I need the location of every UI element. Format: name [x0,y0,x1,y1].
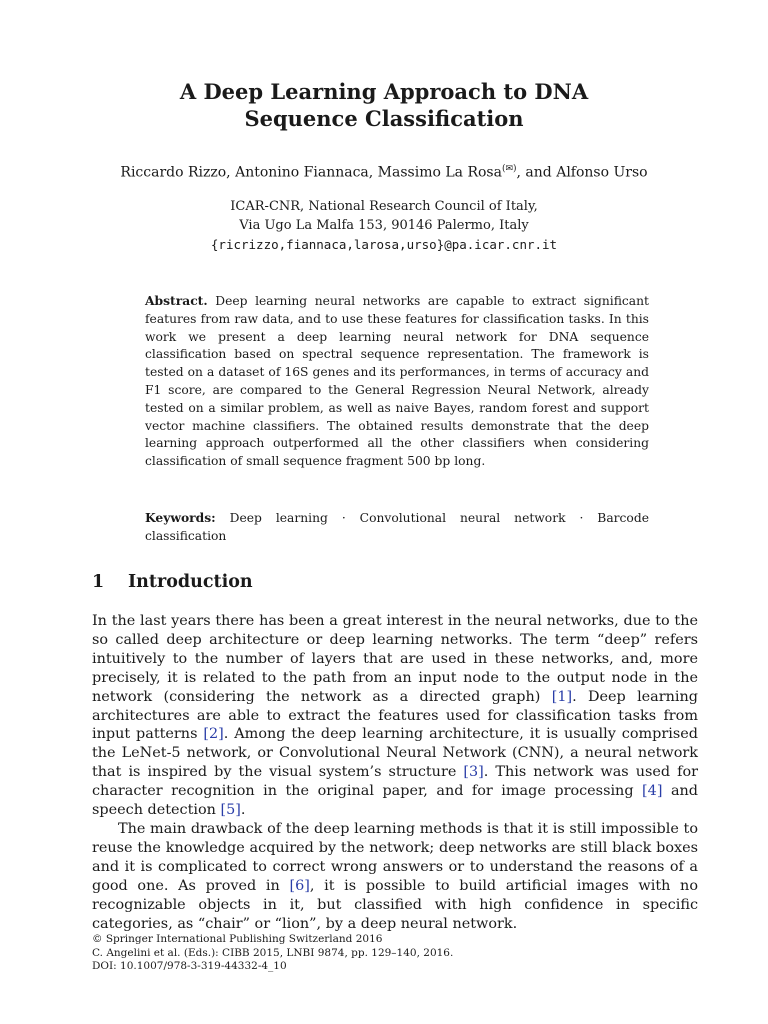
keywords-text: Deep learning · Convolutional neural network · Barcode classification [145,511,649,543]
section-number: 1 [92,572,105,592]
paragraph-1 [92,612,698,820]
paper-title [0,78,768,132]
keywords-label: Keywords: [145,510,216,525]
paragraph-2-text-b: , it is possible to build artificial images with no recognizable objects in it, but classified with high confidence in specific categories, as “chair” or “lion”, by a deep neural network. [92,877,698,932]
paragraph-1-text-a: In the last years there has been a great interest in the neural networks, due to the so called deep architecture or deep learning networks. The term “deep” refers intuitively to the number of layers that are used in these networks, and, more precisely, it is related to the path from an input node to the output node in the network (considering the network as a directed graph) [92,613,698,705]
affiliation [0,197,768,254]
paragraph-1-text-e: and speech detection [92,783,698,819]
author-names-last: , and Alfonso Urso [516,164,648,181]
copyright-footer [92,933,698,974]
citation-link-2[interactable]: [2] [203,726,224,743]
affiliation-line-2: Via Ugo La Malfa 153, 90146 Palermo, Italy [239,218,529,233]
copyright-line: © Springer International Publishing Switzerland 2016 [92,933,383,945]
section-heading [92,572,253,592]
title-line-2: Sequence Classification [244,106,524,131]
body-text [92,612,698,933]
abstract [145,292,649,471]
paragraph-2-text-a: The main drawback of the deep learning methods is that it is still impossible to reuse the knowledge acquired by the network; deep networks are still black boxes and it is complicated to correct wrong answers or to understand the reasons of a good one. As proved in [92,820,698,894]
author-emails: {ricrizzo,fiannaca,larosa,urso}@pa.icar.cnr.it [210,237,558,252]
section-title: Introduction [128,572,253,592]
keywords [145,509,649,546]
corresponding-author-mark: (✉) [501,164,517,174]
citation-link-3[interactable]: [3] [463,764,484,781]
citation-link-6[interactable]: [6] [289,877,310,894]
doi-line: DOI: 10.1007/978-3-319-44332-4_10 [92,960,287,972]
paragraph-1-text-d: . This network was used for character recognition in the original paper, and for image processing [92,764,698,800]
affiliation-line-1: ICAR-CNR, National Research Council of Italy, [230,199,538,214]
title-line-1: A Deep Learning Approach to DNA [179,79,589,104]
paragraph-2 [92,820,698,933]
citation-link-1[interactable]: [1] [551,688,573,705]
paragraph-1-text-f: . [240,802,246,819]
paragraph-1-text-b: . Deep learning architectures are able to extract the features used for classification tasks from input patterns [92,688,698,743]
abstract-label: Abstract. [145,293,208,308]
paragraph-1-text-c: . Among the deep learning architecture, it is usually comprised the LeNet-5 network, or Convolutional Neural Network (CNN), a neural network that is inspired by the visual system’s structure [92,726,698,781]
citation-link-4[interactable]: [4] [642,783,663,800]
author-names: Riccardo Rizzo, Antonino Fiannaca, Massimo La Rosa [120,164,502,181]
abstract-text: Deep learning neural networks are capable to extract significant features from raw data, and to use these features for classification tasks. In this work we present a deep learning neural network for DNA sequence classification based on spectral sequence representation. The framework is tested on a dataset of 16S genes and its performances, in terms of accuracy and F1 score, are compared to the General Regression Neural Network, already tested on a similar problem, as well as naive Bayes, random forest and support vector machine classifiers. The obtained results demonstrate that the deep learning approach outperformed all the other classifiers when considering classification of small sequence fragment 500 bp long. [145,294,649,469]
author-list [0,164,768,181]
citation-link-5[interactable]: [5] [220,802,241,819]
citation-line: C. Angelini et al. (Eds.): CIBB 2015, LNBI 9874, pp. 129–140, 2016. [92,946,454,959]
